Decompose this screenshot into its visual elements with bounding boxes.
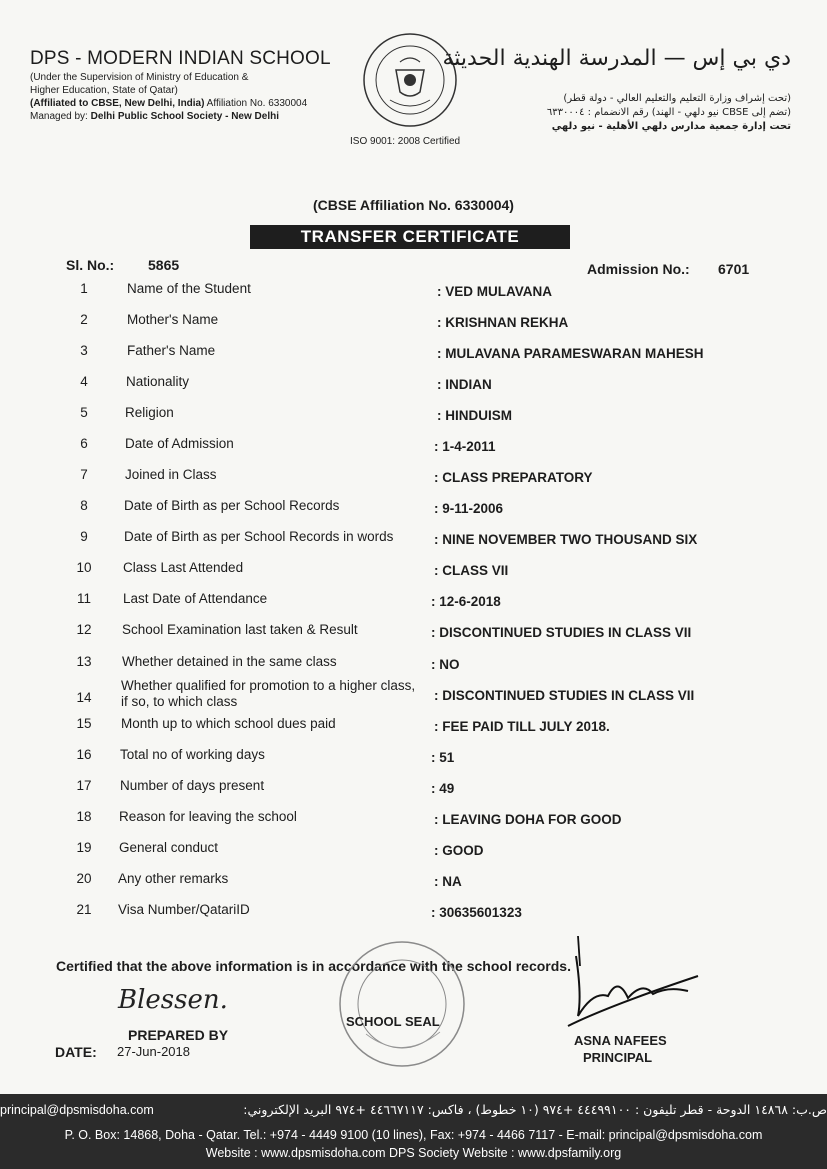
managed-by-line [30,110,350,123]
field-label-text: Number of days present [120,778,265,793]
field-value: : DISCONTINUED STUDIES IN CLASS VII [431,625,692,640]
certificate-title: TRANSFER CERTIFICATE [250,225,570,249]
field-row [0,840,827,868]
field-number: 5 [80,405,88,420]
field-row [0,312,827,340]
field-value: : 9-11-2006 [434,501,504,516]
school-seal-stamp [336,938,468,1070]
field-row [0,560,827,588]
arabic-line-1: (تحت إشراف وزارة التعليم والتعليم العالي - دولة قطر) [563,93,791,104]
field-row [0,405,827,433]
field-number: 20 [76,871,92,886]
field-number: 1 [80,281,88,296]
field-number: 11 [76,591,91,606]
iso-certification: ISO 9001: 2008 Certified [350,136,461,147]
preparer-signature: Blessen. [118,985,228,1015]
field-row [0,343,827,371]
field-number: 4 [80,374,88,389]
prepared-by-label: PREPARED BY [128,1027,229,1043]
admission-number-value: 6701 [718,261,750,277]
field-label-text: Religion [125,405,174,420]
field-row [0,498,827,526]
field-label [118,902,250,918]
field-label [118,871,228,887]
field-label-text: Mother's Name [127,312,219,327]
affiliation-number: Affiliation No. 6330004 [204,98,308,109]
footer-contact-line: P. O. Box: 14868, Doha - Qatar. Tel.: +974 - 4449 9100 (10 lines), Fax: +974 - 4466 7117 - E-mail: principal@dpsmisdoha.com [64,1128,763,1142]
field-row [0,809,827,837]
field-label-text: Visa Number/QatariID [118,902,250,917]
field-label [127,281,251,297]
field-number: 12 [76,622,92,637]
field-value: : NINE NOVEMBER TWO THOUSAND SIX [434,532,698,547]
field-value: : INDIAN [437,377,492,392]
field-label [123,591,267,607]
field-value: : 1-4-2011 [434,439,496,454]
field-row [0,281,827,309]
field-number: 6 [80,436,88,451]
date-value: 27-Jun-2018 [117,1044,190,1059]
field-label [127,312,218,328]
field-row [0,622,827,650]
arabic-line-2: (تضم إلى CBSE نيو دلهي - الهند) رقم الانضمام : ٦٣٣٠٠٠٤ [546,107,791,118]
certification-statement: Certified that the above information is in accordance with the school records. [56,958,571,974]
field-value: : GOOD [434,843,484,858]
field-row [0,374,827,402]
serial-number-value: 5865 [148,257,180,273]
field-label-text: Last Date of Attendance [123,591,268,606]
field-label-text: School Examination last taken & Result [122,622,358,637]
field-value: : NA [434,874,462,889]
field-number: 8 [80,498,88,513]
field-row [0,529,827,557]
field-label-text: Total no of working days [120,747,265,762]
field-label-text: Father's Name [127,343,216,358]
footer-email: principal@dpsmisdoha.com [0,1103,154,1117]
date-label: DATE: [55,1044,97,1060]
field-value: : CLASS VII [434,563,509,578]
field-value: : 49 [431,781,455,796]
school-affiliation-block [30,71,350,123]
field-value: : 12-6-2018 [431,594,501,609]
field-label-text: Joined in Class [125,467,217,482]
field-label-text: Any other remarks [118,871,229,886]
field-number: 7 [80,467,88,482]
field-value: : KRISHNAN REKHA [437,315,569,330]
arabic-school-name: دي بي إس — المدرسة الهندية الحديثة [442,46,791,71]
field-row [0,747,827,775]
field-label [124,529,393,545]
field-label-text: Whether qualified for promotion to a higher class, [121,678,416,693]
field-label-text: Date of Birth as per School Records [124,498,340,513]
affiliation-line [30,97,350,110]
field-number: 15 [76,716,92,731]
principal-title: PRINCIPAL [583,1050,653,1065]
field-value: : CLASS PREPARATORY [434,470,593,485]
field-label [123,560,243,576]
field-label-text: Date of Birth as per School Records in words [124,529,394,544]
field-value: : 30635601323 [431,905,522,920]
field-label [121,716,336,732]
field-label [125,436,234,452]
footer-arabic-contact: ص.ب: ١٤٨٦٨ الدوحة - قطر تليفون : ٤٤٤٩٩١٠٠ +٩٧٤ (١٠ خطوط) ، فاكس: ٤٤٦٦٧١١٧ +٩٧٤ البريد الإلكتروني: [243,1102,827,1117]
field-number: 10 [76,560,92,575]
field-label [120,778,264,794]
field-row [0,902,827,930]
field-label-text-2: if so, to which class [121,694,238,709]
field-number: 16 [76,747,92,762]
cbse-affiliation: (CBSE Affiliation No. 6330004) [313,197,514,213]
supervision-line-2: Higher Education, State of Qatar) [30,85,178,96]
field-value: : MULAVANA PARAMESWARAN MAHESH [437,346,704,361]
field-value: : FEE PAID TILL JULY 2018. [434,719,610,734]
field-label-text: Date of Admission [125,436,234,451]
field-label-text: Whether detained in the same class [122,654,337,669]
field-number: 2 [80,312,88,327]
field-number: 17 [76,778,92,793]
arabic-affiliation-block [461,92,791,134]
field-label [126,374,189,390]
field-label [122,654,337,670]
supervision-line-1: (Under the Supervision of Ministry of Education & [30,72,249,83]
arabic-line-3: تحت إدارة جمعية مدارس دلهي الأهلية - نيو دلهي [551,121,791,132]
field-label [119,809,297,825]
field-label [125,405,174,421]
field-row [0,778,827,806]
field-row [0,678,827,713]
field-value: : 51 [431,750,455,765]
field-label [120,747,265,763]
field-label-text: Month up to which school dues paid [121,716,336,731]
field-label [125,467,217,483]
field-value: : DISCONTINUED STUDIES IN CLASS VII [434,688,695,703]
serial-number-label: Sl. No.: [66,257,115,273]
affiliated-to-cbse: (Affiliated to CBSE, New Delhi, India) [30,98,205,109]
field-label-text: General conduct [119,840,219,855]
footer-websites: Website : www.dpsmisdoha.com DPS Society Website : www.dpsfamily.org [205,1146,622,1160]
field-number: 3 [80,343,88,358]
field-number: 21 [76,902,92,917]
field-label-text: Nationality [126,374,190,389]
field-row [0,716,827,744]
field-label [122,622,358,638]
field-number: 14 [76,690,92,705]
field-label [119,840,218,856]
field-value: : HINDUISM [437,408,512,423]
field-value: : LEAVING DOHA FOR GOOD [434,812,622,827]
footer [0,1094,827,1169]
field-number: 13 [76,654,92,669]
field-value: : NO [431,657,460,672]
field-value: : VED MULAVANA [437,284,552,299]
field-row [0,871,827,899]
field-row [0,436,827,464]
field-label-text: Name of the Student [127,281,251,296]
school-name: DPS - MODERN INDIAN SCHOOL [30,48,331,69]
field-row [0,467,827,495]
admission-number-label: Admission No.: [587,261,690,277]
field-label-text: Class Last Attended [123,560,244,575]
principal-name: ASNA NAFEES [574,1033,667,1048]
managed-by-label: Managed by: [30,111,91,122]
field-number: 18 [76,809,92,824]
school-seal-label: SCHOOL SEAL [346,1014,440,1029]
field-label [127,343,215,359]
field-number: 19 [76,840,92,855]
field-row [0,591,827,619]
field-label [124,498,339,514]
principal-signature [548,936,708,1036]
field-number: 9 [80,529,88,544]
field-label [121,678,415,710]
managed-by-society: Delhi Public School Society - New Delhi [90,111,279,122]
school-logo [360,30,460,130]
field-label-text: Reason for leaving the school [119,809,297,824]
